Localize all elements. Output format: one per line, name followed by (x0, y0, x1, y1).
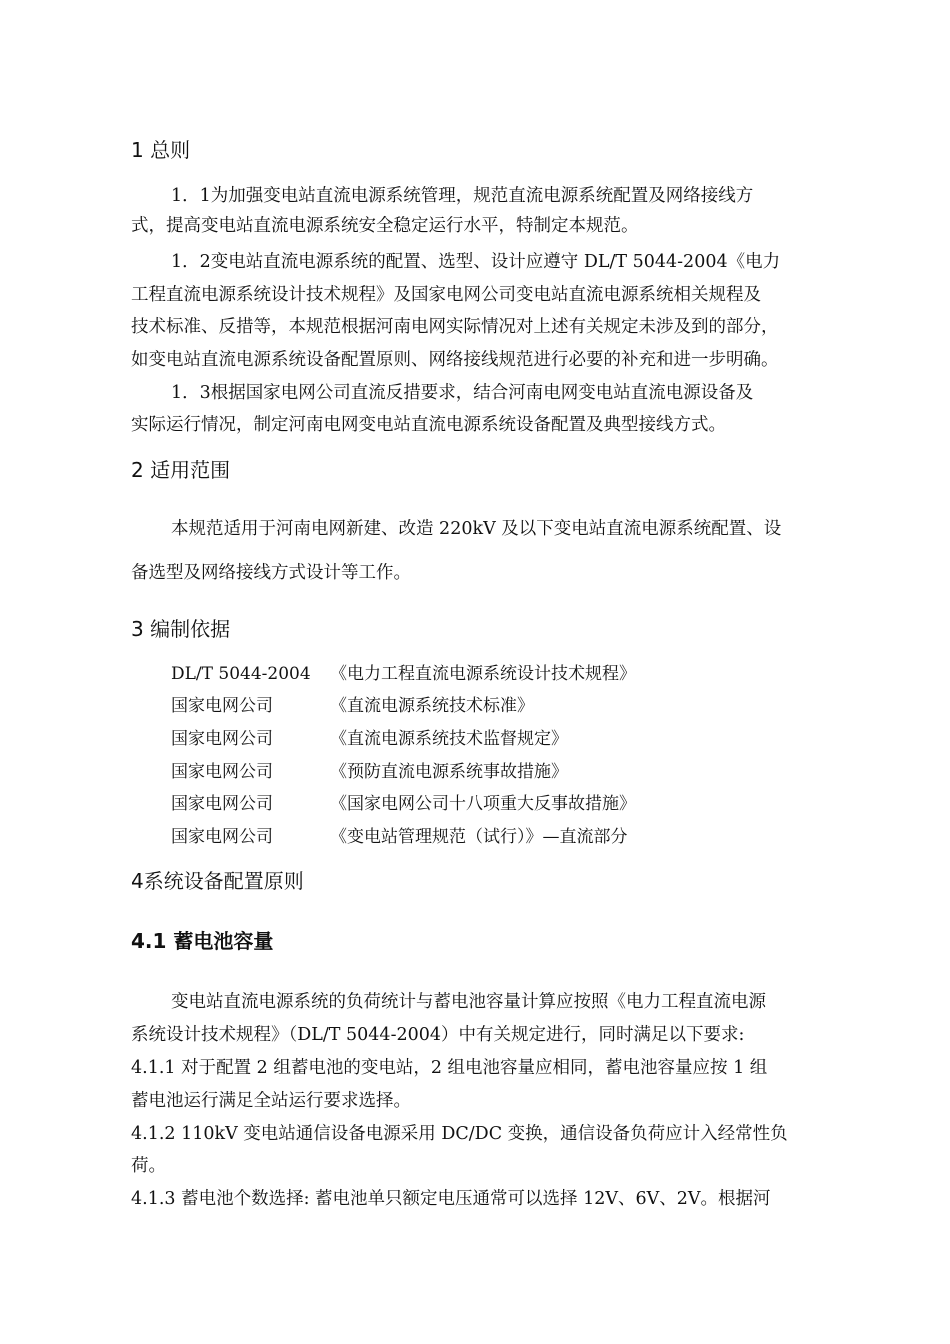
s1-p2-line4: 如变电站直流电源系统设备配置原则、网络接线规范进行必要的补充和进一步明确。 (131, 350, 779, 370)
s1-p3-line2: 实际运行情况，制定河南电网变电站直流电源系统设备配置及典型接线方式。 (131, 415, 726, 435)
item-4-1-1-line2: 蓄电池运行满足全站运行要求选择。 (131, 1091, 411, 1111)
ref-document: 《直流电源系统技术标准》 (330, 696, 534, 716)
s1-p2-line1: 1．2变电站直流电源系统的配置、选型、设计应遵守 DL/T 5044-2004《电力 (171, 252, 781, 272)
s1-p2-line3: 技术标准、反措等，本规范根据河南电网实际情况对上述有关规定未涉及到的部分， (131, 317, 779, 337)
ref-source: DL/T 5044-2004 (171, 664, 311, 684)
s4-1-intro-line1: 变电站直流电源系统的负荷统计与蓄电池容量计算应按照《电力工程直流电源 (171, 992, 766, 1012)
ref-source: 国家电网公司 (171, 794, 273, 814)
s2-p1-line1: 本规范适用于河南电网新建、改造 220kV 及以下变电站直流电源系统配置、设 (171, 519, 782, 539)
ref-source: 国家电网公司 (171, 827, 273, 847)
ref-document: 《预防直流电源系统事故措施》 (330, 762, 568, 782)
ref-document: 《电力工程直流电源系统设计技术规程》 (330, 664, 636, 684)
s1-p1-line2: 式，提高变电站直流电源系统安全稳定运行水平，特制定本规范。 (131, 216, 639, 236)
item-4-1-2-line2: 荷。 (131, 1156, 166, 1176)
item-4-1-2-line1: 4.1.2 110kV 变电站通信设备电源采用 DC/DC 变换，通信设备负荷应计入经常性负 (131, 1124, 788, 1144)
item-4-1-1-line1: 4.1.1 对于配置 2 组蓄电池的变电站，2 组电池容量应相同，蓄电池容量应按 1 组 (131, 1058, 768, 1078)
section-1-heading: 1 总则 (131, 138, 191, 162)
ref-source: 国家电网公司 (171, 762, 273, 782)
ref-source: 国家电网公司 (171, 729, 273, 749)
s1-p1-line1: 1．1为加强变电站直流电源系统管理，规范直流电源系统配置及网络接线方 (171, 186, 754, 206)
s2-p1-line2: 备选型及网络接线方式设计等工作。 (131, 563, 411, 583)
ref-document: 《变电站管理规范（试行）》—直流部分 (330, 827, 628, 847)
s1-p3-line1: 1．3根据国家电网公司直流反措要求，结合河南电网变电站直流电源设备及 (171, 383, 754, 403)
ref-source: 国家电网公司 (171, 696, 273, 716)
s1-p2-line2: 工程直流电源系统设计技术规程》及国家电网公司变电站直流电源系统相关规程及 (131, 285, 761, 305)
section-4-heading: 4系统设备配置原则 (131, 869, 304, 893)
ref-document: 《国家电网公司十八项重大反事故措施》 (330, 794, 636, 814)
item-4-1-3-line1: 4.1.3 蓄电池个数选择: 蓄电池单只额定电压通常可以选择 12V、6V、2V。根据河 (131, 1189, 771, 1209)
section-4-1-heading: 4.1 蓄电池容量 (131, 929, 274, 953)
section-3-heading: 3 编制依据 (131, 617, 231, 641)
section-2-heading: 2 适用范围 (131, 458, 231, 482)
s4-1-intro-line2: 系统设计技术规程》（DL/T 5044-2004）中有关规定进行，同时满足以下要求: (131, 1025, 745, 1045)
ref-document: 《直流电源系统技术监督规定》 (330, 729, 568, 749)
